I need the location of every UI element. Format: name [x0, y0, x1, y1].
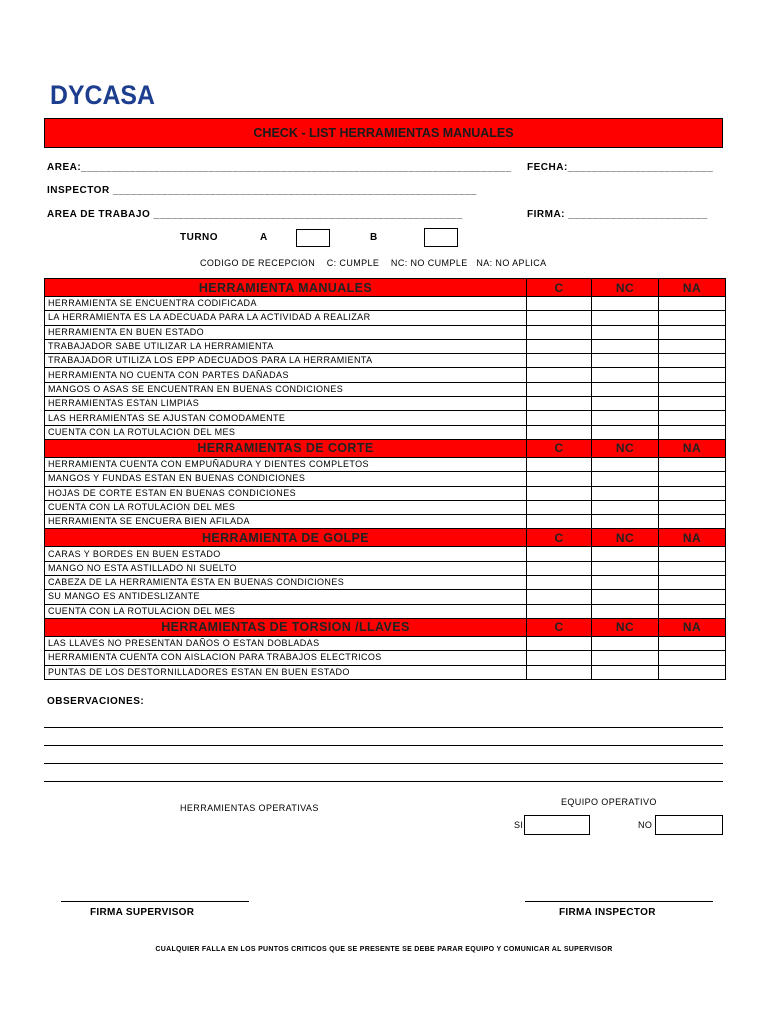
c-cell[interactable]: [527, 382, 592, 396]
na-cell[interactable]: [659, 397, 726, 411]
checklist-item-label: HERRAMIENTAS ESTAN LIMPIAS: [45, 397, 527, 411]
nc-cell[interactable]: [592, 425, 659, 439]
na-cell[interactable]: [659, 472, 726, 486]
section-title: HERRAMIENTAS DE CORTE: [45, 439, 527, 457]
nc-cell[interactable]: [592, 397, 659, 411]
section-header: [45, 439, 726, 457]
area-trabajo-field[interactable]: AREA DE TRABAJO ___________________________________________________: [47, 209, 463, 220]
checklist-item-label: PUNTAS DE LOS DESTORNILLADORES ESTAN EN BUEN ESTADO: [45, 665, 527, 679]
checklist-item-label: CUENTA CON LA ROTULACION DEL MES: [45, 500, 527, 514]
observaciones-line[interactable]: [44, 763, 723, 764]
no-box[interactable]: [655, 815, 723, 835]
section-header: [45, 529, 726, 547]
nc-cell[interactable]: [592, 500, 659, 514]
c-cell[interactable]: [527, 561, 592, 575]
section-title: HERRAMIENTA MANUALES: [45, 279, 527, 297]
checklist-row: [45, 411, 726, 425]
nc-cell[interactable]: [592, 576, 659, 590]
column-na-header: NA: [659, 279, 726, 297]
checklist-row: [45, 311, 726, 325]
column-na-header: NA: [659, 618, 726, 636]
column-na-header: NA: [659, 439, 726, 457]
na-cell[interactable]: [659, 368, 726, 382]
checklist-row: [45, 515, 726, 529]
column-nc-header: NC: [592, 279, 659, 297]
na-cell[interactable]: [659, 500, 726, 514]
checklist-item-label: CARAS Y BORDES EN BUEN ESTADO: [45, 547, 527, 561]
column-nc-header: NC: [592, 439, 659, 457]
checklist-row: [45, 457, 726, 471]
si-label: SI: [514, 820, 524, 830]
firma-supervisor-label: FIRMA SUPERVISOR: [90, 907, 195, 918]
nc-cell[interactable]: [592, 411, 659, 425]
c-cell[interactable]: [527, 397, 592, 411]
checklist-row: [45, 472, 726, 486]
checklist-item-label: HOJAS DE CORTE ESTAN EN BUENAS CONDICIONES: [45, 486, 527, 500]
na-cell[interactable]: [659, 636, 726, 650]
checklist-item-label: HERRAMIENTA CUENTA CON AISLACION PARA TRABAJOS ELECTRICOS: [45, 651, 527, 665]
checklist-item-label: TRABAJADOR UTILIZA LOS EPP ADECUADOS PARA LA HERRAMIENTA: [45, 354, 527, 368]
checklist-row: [45, 397, 726, 411]
section-title: HERRAMIENTA DE GOLPE: [45, 529, 527, 547]
na-cell[interactable]: [659, 515, 726, 529]
na-cell[interactable]: [659, 311, 726, 325]
checklist-row: [45, 636, 726, 650]
checklist-item-label: CUENTA CON LA ROTULACION DEL MES: [45, 425, 527, 439]
column-nc-header: NC: [592, 618, 659, 636]
nc-cell[interactable]: [592, 665, 659, 679]
nc-cell[interactable]: [592, 636, 659, 650]
inspector-field[interactable]: INSPECTOR ____________________________________________________________: [47, 185, 477, 196]
checklist-row: [45, 368, 726, 382]
column-na-header: NA: [659, 529, 726, 547]
turno-b-label: B: [370, 232, 378, 243]
column-c-header: C: [527, 529, 592, 547]
c-cell[interactable]: [527, 297, 592, 311]
c-cell[interactable]: [527, 636, 592, 650]
nc-cell[interactable]: [592, 339, 659, 353]
company-logo: DYCASA: [50, 80, 155, 110]
nc-cell[interactable]: [592, 472, 659, 486]
footer-note: CUALQUIER FALLA EN LOS PUNTOS CRITICOS QUE SE PRESENTE SE DEBE PARAR EQUIPO Y COMUNICAR AL SUPERVISOR: [155, 946, 613, 953]
inspector-signature-line[interactable]: [525, 901, 713, 902]
c-cell[interactable]: [527, 457, 592, 471]
fecha-field[interactable]: FECHA:________________________: [527, 162, 714, 173]
na-cell[interactable]: [659, 354, 726, 368]
form-title: CHECK - LIST HERRAMIENTAS MANUALES: [44, 118, 723, 148]
herramientas-operativas-label: HERRAMIENTAS OPERATIVAS: [180, 803, 319, 811]
c-cell[interactable]: [527, 651, 592, 665]
nc-cell[interactable]: [592, 297, 659, 311]
checklist-item-label: HERRAMIENTA EN BUEN ESTADO: [45, 325, 527, 339]
na-cell[interactable]: [659, 590, 726, 604]
na-cell[interactable]: [659, 382, 726, 396]
area-field[interactable]: AREA:_______________________________________________________________________: [47, 162, 512, 173]
nc-cell[interactable]: [592, 486, 659, 500]
turno-a-label: A: [260, 232, 268, 243]
checklist-row: [45, 486, 726, 500]
c-cell[interactable]: [527, 515, 592, 529]
na-cell[interactable]: [659, 604, 726, 618]
na-cell[interactable]: [659, 425, 726, 439]
observaciones-line[interactable]: [44, 745, 723, 746]
checklist-item-label: CUENTA CON LA ROTULACION DEL MES: [45, 604, 527, 618]
nc-cell[interactable]: [592, 325, 659, 339]
na-cell[interactable]: [659, 665, 726, 679]
checklist-row: [45, 297, 726, 311]
equipo-operativo-label: EQUIPO OPERATIVO: [561, 797, 657, 807]
checklist-row: [45, 561, 726, 575]
checklist-row: [45, 547, 726, 561]
checklist-item-label: HERRAMIENTA SE ENCUENTRA CODIFICADA: [45, 297, 527, 311]
checklist-item-label: HERRAMIENTA NO CUENTA CON PARTES DAÑADAS: [45, 368, 527, 382]
nc-cell[interactable]: [592, 561, 659, 575]
turno-a-box[interactable]: [296, 229, 330, 247]
checklist-item-label: MANGOS O ASAS SE ENCUENTRAN EN BUENAS CONDICIONES: [45, 382, 527, 396]
na-cell[interactable]: [659, 561, 726, 575]
c-cell[interactable]: [527, 368, 592, 382]
no-label: NO: [638, 820, 653, 830]
checklist-row: [45, 425, 726, 439]
c-cell[interactable]: [527, 604, 592, 618]
na-cell[interactable]: [659, 576, 726, 590]
observaciones-line[interactable]: [44, 727, 723, 728]
checklist-row: [45, 651, 726, 665]
section-title: HERRAMIENTAS DE TORSION /LLAVES: [45, 618, 527, 636]
checklist-item-label: LA HERRAMIENTA ES LA ADECUADA PARA LA ACTIVIDAD A REALIZAR: [45, 311, 527, 325]
c-cell[interactable]: [527, 665, 592, 679]
c-cell[interactable]: [527, 576, 592, 590]
si-box[interactable]: [524, 815, 590, 835]
nc-cell[interactable]: [592, 651, 659, 665]
observaciones-line[interactable]: [44, 781, 723, 782]
codigo-recepcion: CODIGO DE RECEPCION C: CUMPLE NC: NO CUMPLE NA: NO APLICA: [200, 258, 547, 268]
checklist-row: [45, 382, 726, 396]
checklist-item-label: LAS HERRAMIENTAS SE AJUSTAN COMODAMENTE: [45, 411, 527, 425]
checklist-item-label: HERRAMIENTA SE ENCUERA BIEN AFILADA: [45, 515, 527, 529]
checklist-item-label: TRABAJADOR SABE UTILIZAR LA HERRAMIENTA: [45, 339, 527, 353]
nc-cell[interactable]: [592, 457, 659, 471]
c-cell[interactable]: [527, 486, 592, 500]
nc-cell[interactable]: [592, 368, 659, 382]
c-cell[interactable]: [527, 311, 592, 325]
na-cell[interactable]: [659, 486, 726, 500]
checklist-row: [45, 604, 726, 618]
supervisor-signature-line[interactable]: [61, 901, 249, 902]
section-header: [45, 618, 726, 636]
c-cell[interactable]: [527, 547, 592, 561]
c-cell[interactable]: [527, 411, 592, 425]
checklist-item-label: HERRAMIENTA CUENTA CON EMPUÑADURA Y DIENTES COMPLETOS: [45, 457, 527, 471]
turno-b-box[interactable]: [424, 228, 458, 247]
checklist-row: [45, 325, 726, 339]
na-cell[interactable]: [659, 457, 726, 471]
na-cell[interactable]: [659, 547, 726, 561]
c-cell[interactable]: [527, 425, 592, 439]
nc-cell[interactable]: [592, 590, 659, 604]
checklist-item-label: SU MANGO ES ANTIDESLIZANTE: [45, 590, 527, 604]
na-cell[interactable]: [659, 411, 726, 425]
na-cell[interactable]: [659, 339, 726, 353]
checklist-row: [45, 339, 726, 353]
checklist-item-label: LAS LLAVES NO PRESENTAN DAÑOS O ESTAN DOBLADAS: [45, 636, 527, 650]
section-header: [45, 279, 726, 297]
c-cell[interactable]: [527, 590, 592, 604]
nc-cell[interactable]: [592, 354, 659, 368]
nc-cell[interactable]: [592, 515, 659, 529]
turno-label: TURNO: [180, 232, 219, 243]
column-c-header: C: [527, 279, 592, 297]
na-cell[interactable]: [659, 325, 726, 339]
c-cell[interactable]: [527, 500, 592, 514]
c-cell[interactable]: [527, 472, 592, 486]
checklist-row: [45, 354, 726, 368]
na-cell[interactable]: [659, 651, 726, 665]
checklist-row: [45, 500, 726, 514]
c-cell[interactable]: [527, 354, 592, 368]
c-cell[interactable]: [527, 325, 592, 339]
column-c-header: C: [527, 439, 592, 457]
column-c-header: C: [527, 618, 592, 636]
nc-cell[interactable]: [592, 547, 659, 561]
observaciones-label: OBSERVACIONES:: [47, 696, 145, 707]
checklist-row: [45, 576, 726, 590]
nc-cell[interactable]: [592, 382, 659, 396]
firma-inspector-label: FIRMA INSPECTOR: [559, 907, 656, 918]
c-cell[interactable]: [527, 339, 592, 353]
nc-cell[interactable]: [592, 604, 659, 618]
na-cell[interactable]: [659, 297, 726, 311]
checklist-item-label: CABEZA DE LA HERRAMIENTA ESTA EN BUENAS CONDICIONES: [45, 576, 527, 590]
firma-field[interactable]: FIRMA: _______________________: [527, 209, 708, 220]
checklist-row: [45, 665, 726, 679]
checklist-table: [44, 278, 726, 680]
checklist-item-label: MANGO NO ESTA ASTILLADO NI SUELTO: [45, 561, 527, 575]
nc-cell[interactable]: [592, 311, 659, 325]
checklist-item-label: MANGOS Y FUNDAS ESTAN EN BUENAS CONDICIONES: [45, 472, 527, 486]
checklist-row: [45, 590, 726, 604]
column-nc-header: NC: [592, 529, 659, 547]
